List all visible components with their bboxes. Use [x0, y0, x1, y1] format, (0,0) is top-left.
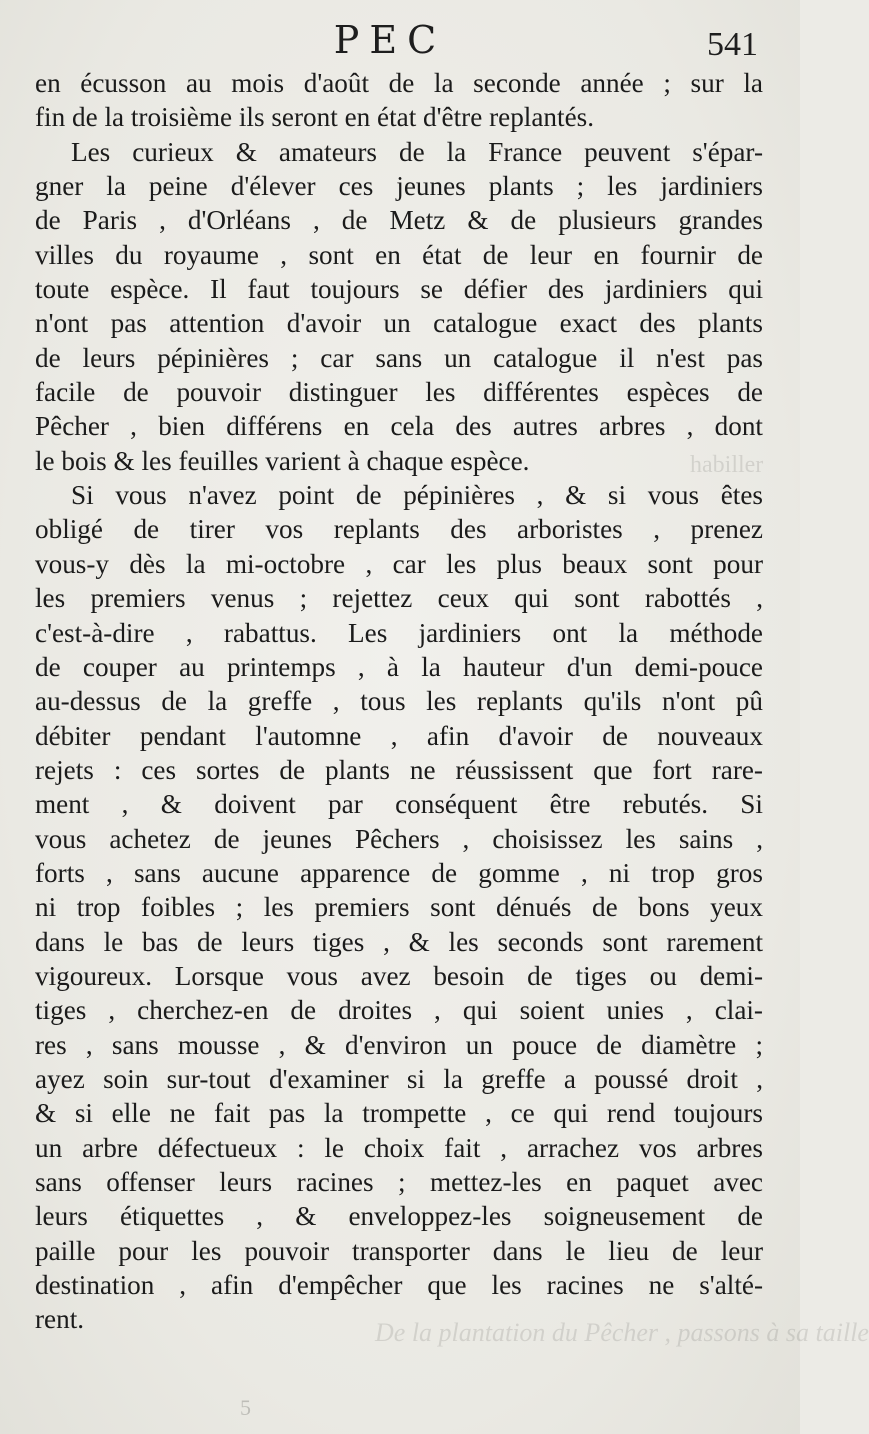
- text-line: un arbre défectueux : le choix fait , arrachez vos arbres: [35, 1132, 763, 1163]
- text-line: paille pour les pouvoir transporter dans le lieu de leur: [35, 1235, 763, 1266]
- bottom-mark: 5: [240, 1395, 251, 1420]
- text-line: ayez soin sur-tout d'examiner si la greffe a poussé droit ,: [35, 1063, 763, 1094]
- page-number: 541: [707, 26, 758, 63]
- running-head: PEC: [333, 18, 447, 62]
- text-line: obligé de tirer vos replants des arboristes , prenez: [35, 514, 763, 545]
- text-line: de couper au printemps , à la hauteur d'un demi-pouce: [35, 651, 763, 682]
- text-line: vous achetez de jeunes Pêchers , choisissez les sains ,: [35, 823, 763, 854]
- text-line: c'est-à-dire , rabattus. Les jardiniers ont la méthode: [35, 617, 763, 648]
- text-line: vigoureux. Lorsque vous avez besoin de tiges ou demi-: [35, 960, 763, 991]
- text-line: res , sans mousse , & d'environ un pouce de diamètre ;: [35, 1029, 763, 1060]
- text-line: ni trop foibles ; les premiers sont dénués de bons yeux: [35, 892, 763, 923]
- text-line: en écusson au mois d'août de la seconde année ; sur la: [35, 68, 763, 98]
- text-line: sans offenser leurs racines ; mettez-les en paquet avec: [35, 1167, 763, 1197]
- text-line: les premiers venus ; rejettez ceux qui sont rabottés ,: [35, 583, 763, 614]
- text-line: dans le bas de leurs tiges , & les seconds sont rarement: [35, 926, 763, 957]
- text-line: n'ont pas attention d'avoir un catalogue exact des plants: [35, 308, 763, 339]
- text-line: destination , afin d'empêcher que les racines ne s'alté-: [35, 1270, 763, 1301]
- text-line: ment , & doivent par conséquent être rebutés. Si: [35, 789, 763, 820]
- text-line: de leurs pépinières ; car sans un catalogue il n'est pas: [35, 342, 763, 373]
- bleed-through-text: habiller: [690, 452, 764, 478]
- page-header: [0, 14, 800, 74]
- text-line: gner la peine d'élever ces jeunes plants ; les jardiniers: [35, 171, 763, 202]
- text-line: facile de pouvoir distinguer les différentes espèces de: [35, 377, 763, 408]
- text-line: Si vous n'avez point de pépinières , & si vous êtes: [71, 480, 763, 511]
- text-line: toute espèce. Il faut toujours se défier des jardiniers qui: [35, 274, 763, 305]
- bleed-through-text: De la plantation du Pêcher , passons à sa taille: [375, 1318, 869, 1347]
- text-line: le bois & les feuilles varient à chaque espèce.: [35, 445, 530, 476]
- text-line: villes du royaume , sont en état de leur en fournir de: [35, 239, 763, 270]
- text-line: Pêcher , bien différens en cela des autres arbres , dont: [35, 411, 763, 442]
- body-text: [35, 66, 763, 1337]
- text-line: rejets : ces sortes de plants ne réussissent que fort rare-: [35, 754, 763, 785]
- text-line: tiges , cherchez-en de droites , qui soient unies , clai-: [35, 995, 763, 1026]
- text-line: forts , sans aucune apparence de gomme , ni trop gros: [35, 857, 763, 888]
- text-line: fin de la troisième ils seront en état d'être replantés.: [35, 102, 595, 133]
- text-line: leurs étiquettes , & enveloppez-les soigneusement de: [35, 1201, 763, 1232]
- text-line: rent.: [35, 1304, 85, 1335]
- text-line: de Paris , d'Orléans , de Metz & de plusieurs grandes: [35, 205, 763, 236]
- text-line: débiter pendant l'automne , afin d'avoir de nouveaux: [35, 720, 763, 751]
- text-line: au-dessus de la greffe , tous les replants qu'ils n'ont pû: [35, 686, 763, 717]
- text-line: & si elle ne fait pas la trompette , ce qui rend toujours: [35, 1098, 763, 1129]
- text-line: vous-y dès la mi-octobre , car les plus beaux sont pour: [35, 548, 763, 579]
- text-line: Les curieux & amateurs de la France peuvent s'épar-: [71, 136, 763, 167]
